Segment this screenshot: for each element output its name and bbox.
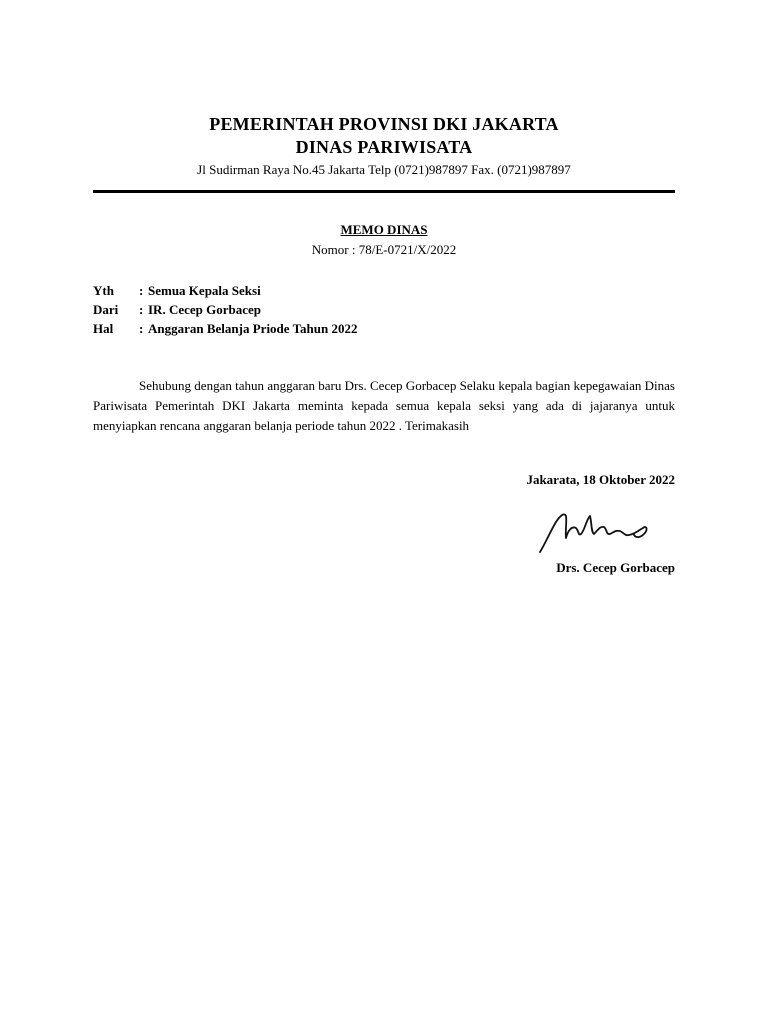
- field-label: Dari: [93, 302, 119, 317]
- field-value: IR. Cecep Gorbacep: [148, 302, 262, 317]
- memo-title: [0, 222, 768, 238]
- field-label: Yth: [93, 283, 114, 298]
- field-label: Hal: [93, 321, 114, 336]
- field-separator: :: [139, 302, 144, 317]
- letterhead-agency: DINAS PARIWISATA: [295, 137, 473, 157]
- field-row-recipient: [93, 281, 358, 300]
- place-and-date: Jakarata, 18 Oktober 2022: [526, 472, 675, 487]
- memo-body: Sehubung dengan tahun anggaran baru Drs. Cecep Gorbacep Selaku kepala bagian kepegawaian Dinas Pariwisata Pemerintah DKI Jakarta meminta kepada semua kepala seksi yang ada di jajaranya untuk menyiapkan rencana anggaran belanja periode tahun 2022 . Terimakasih: [93, 378, 675, 433]
- field-value: Anggaran Belanja Priode Tahun 2022: [148, 321, 358, 336]
- memo-title-text: MEMO DINAS: [340, 222, 428, 237]
- memo-number: Nomor : 78/E-0721/X/2022: [311, 242, 457, 257]
- field-value: Semua Kepala Seksi: [148, 283, 261, 298]
- field-separator: :: [139, 321, 144, 336]
- field-separator: :: [139, 283, 144, 298]
- signature-image: [536, 508, 660, 556]
- letterhead-government: PEMERINTAH PROVINSI DKI JAKARTA: [209, 114, 559, 134]
- letterhead-address: Jl Sudirman Raya No.45 Jakarta Telp (0721)987897 Fax. (0721)987897: [197, 162, 571, 177]
- field-row-subject: [93, 319, 358, 338]
- memo-header-fields: [93, 281, 358, 338]
- letterhead-divider: [93, 190, 675, 193]
- signature-stroke: [540, 514, 647, 552]
- signer-name: Drs. Cecep Gorbacep: [556, 560, 675, 575]
- field-row-sender: [93, 300, 358, 319]
